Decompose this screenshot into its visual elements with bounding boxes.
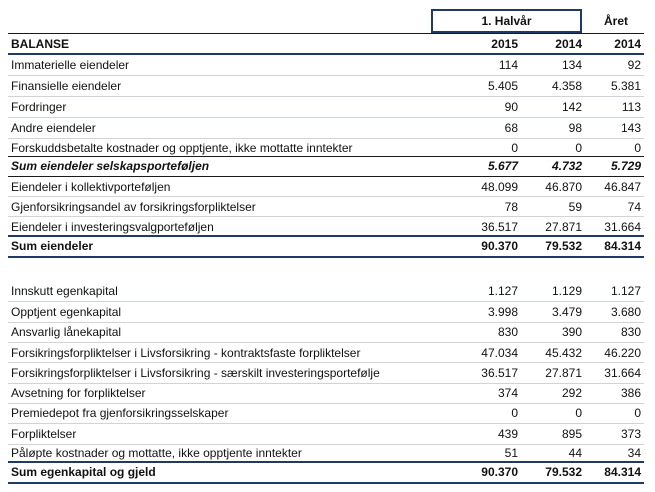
row-label: Ansvarlig lånekapital [11,325,122,339]
value-year-2014: 92 [627,58,641,72]
value-2015: 5.677 [487,159,518,173]
table-row [8,55,644,75]
value-year-2014: 46.847 [604,180,641,194]
value-2015: 0 [511,141,518,155]
value-2015: 830 [497,325,518,339]
row-label: Finansielle eiendeler [11,79,122,93]
value-2014: 4.358 [551,79,582,93]
row-label: Avsetning for forpliktelser [11,386,146,400]
value-2015: 90.370 [481,465,518,479]
value-year-2014: 386 [620,386,641,400]
table-row [8,363,644,383]
value-2014: 4.732 [551,159,582,173]
value-2014: 895 [561,427,582,441]
total-rule [8,256,644,258]
value-year-2014: 0 [634,141,641,155]
value-2015: 68 [504,121,518,135]
row-label: Eiendeler i investeringsvalgporteføljen [11,220,214,234]
table-row [8,281,644,301]
value-2014: 292 [561,386,582,400]
balance-header-row [8,34,644,54]
value-2014: 134 [561,58,582,72]
value-2015: 36.517 [481,366,518,380]
value-2015: 90 [504,100,518,114]
value-2014: 390 [561,325,582,339]
value-2014: 3.479 [551,305,582,319]
row-label: Forskuddsbetalte kostnader og opptjente, ikke mottatte inntekter [11,141,353,155]
value-2015: 78 [504,200,518,214]
value-year-2014: 46.220 [604,346,641,360]
value-year-2014: 74 [627,200,641,214]
row-label: Andre eiendeler [11,121,96,135]
row-label: Premiedepot fra gjenforsikringsselskaper [11,406,229,420]
subtotal-row [8,156,644,176]
half-year-header: 1. Halvår [481,14,532,28]
value-2014: 79.532 [545,465,582,479]
table-row [8,197,644,217]
total-label: Sum eiendeler [11,239,94,253]
value-2014: 1.129 [551,284,582,298]
row-label: Immaterielle eiendeler [11,58,130,72]
value-year-2014: 373 [620,427,641,441]
row-label: Forpliktelser [11,427,77,441]
value-2014: 59 [568,200,582,214]
value-year-2014: 143 [620,121,641,135]
value-year-2014: 1.127 [610,284,641,298]
table-row [8,138,644,158]
row-label: Opptjent egenkapital [11,305,122,319]
table-row [8,177,644,197]
value-year-2014: 830 [620,325,641,339]
row-label: Fordringer [11,100,67,114]
value-year-2014: 0 [634,406,641,420]
value-2015: 90.370 [481,239,518,253]
balance-title: BALANSE [11,37,70,51]
value-2014: 45.432 [545,346,582,360]
table-row [8,97,644,117]
value-year-2014: 84.314 [604,465,641,479]
value-2015: 51 [504,446,518,460]
value-2015: 3.998 [487,305,518,319]
total-equity-liabilities-row [8,462,644,482]
table-row [8,322,644,342]
row-label: Innskutt egenkapital [11,284,118,298]
table-row [8,217,644,237]
value-year-2014: 31.664 [604,366,641,380]
col-2015: 2015 [491,37,518,51]
value-year-2014: 5.381 [610,79,641,93]
row-label: Påløpte kostnader og mottatte, ikke opptjente inntekter [11,446,302,460]
value-year-2014: 5.729 [610,159,641,173]
table-row [8,76,644,96]
table-row [8,403,644,423]
value-2014: 79.532 [545,239,582,253]
value-2015: 1.127 [487,284,518,298]
value-2014: 27.871 [545,220,582,234]
value-year-2014: 3.680 [610,305,641,319]
subtotal-label: Sum eiendeler selskapsporteføljen [11,159,210,173]
value-2015: 5.405 [487,79,518,93]
value-2015: 36.517 [481,220,518,234]
value-2015: 47.034 [481,346,518,360]
value-2015: 439 [497,427,518,441]
row-label: Forsikringsforpliktelser i Livsforsikring - kontraktsfaste forpliktelser [11,346,361,360]
value-year-2014: 84.314 [604,239,641,253]
table-row [8,443,644,463]
col-2014: 2014 [555,37,582,51]
table-row [8,383,644,403]
total-rule [8,482,644,484]
col-2014-year: 2014 [614,37,641,51]
value-2014: 44 [568,446,582,460]
value-2015: 114 [498,58,518,72]
value-year-2014: 31.664 [604,220,641,234]
value-2014: 27.871 [545,366,582,380]
value-year-2014: 34 [627,446,641,460]
value-2014: 142 [561,100,582,114]
total-assets-row [8,236,644,256]
row-label: Gjenforsikringsandel av forsikringsforpliktelser [11,200,256,214]
value-2015: 374 [497,386,518,400]
table-row [8,118,644,138]
row-label: Forsikringsforpliktelser i Livsforsikring - særskilt investeringsportefølje [11,366,380,380]
table-row [8,302,644,322]
value-2014: 46.870 [545,180,582,194]
value-2015: 0 [511,406,518,420]
row-label: Eiendeler i kollektivporteføljen [11,180,171,194]
value-2014: 98 [568,121,582,135]
value-2014: 0 [575,141,582,155]
table-row [8,424,644,444]
year-header: Året [603,14,628,28]
total-label: Sum egenkapital og gjeld [11,465,156,479]
value-year-2014: 113 [621,100,641,114]
value-2014: 0 [575,406,582,420]
table-row [8,343,644,363]
value-2015: 48.099 [481,180,518,194]
